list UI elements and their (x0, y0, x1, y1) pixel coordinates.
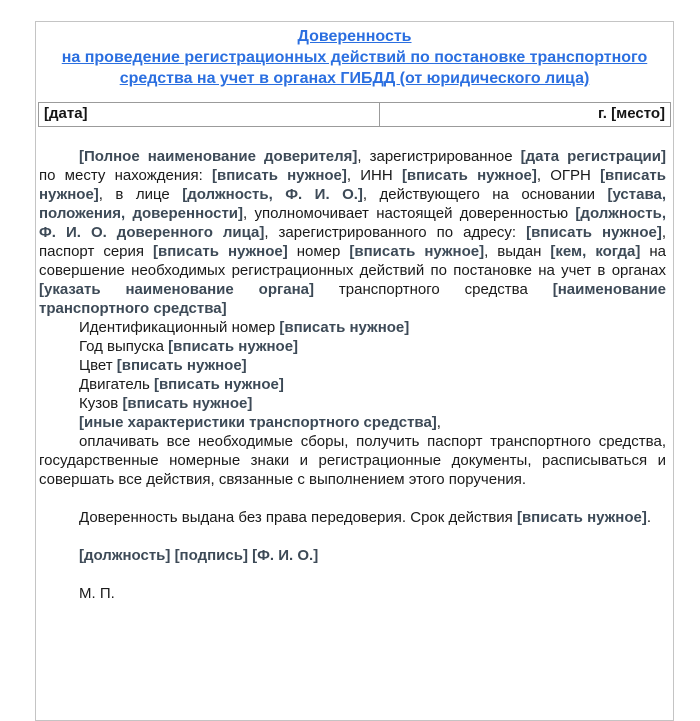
text-run: Цвет (79, 357, 117, 374)
text-run: , ОГРН (536, 167, 601, 184)
placeholder-field: [должность] [подпись] [Ф. И. О.] (79, 547, 319, 564)
text-run: Доверенность выдана без права передоверия. Срок действия (79, 509, 517, 526)
text-run: по месту нахождения: (39, 167, 212, 184)
text-run: Идентификационный номер (79, 319, 280, 336)
paragraph (39, 356, 666, 375)
placeholder-field: [наименование транспортного средства] (39, 281, 666, 317)
paragraph (39, 147, 666, 318)
paragraph (39, 432, 666, 489)
text-run: Кузов (79, 395, 123, 412)
paragraph (39, 394, 666, 413)
text-run: , ИНН (346, 167, 402, 184)
placeholder-field: [устава, положения, доверенности] (39, 186, 666, 222)
placeholder-field: [вписать нужное] (526, 224, 662, 241)
text-run: М. П. (79, 585, 115, 602)
paragraph (39, 318, 666, 337)
title-line-1: Доверенность (297, 28, 412, 45)
placeholder-field: [вписать нужное] (211, 167, 347, 184)
document-page (35, 21, 674, 721)
placeholder-field: [вписать нужное] (168, 338, 299, 355)
text-run: , зарегистрированного по адресу: (264, 224, 527, 241)
paragraph (39, 508, 666, 527)
text-run: , (436, 414, 441, 431)
table-row (39, 103, 671, 127)
placeholder-field: [вписать нужное] (349, 243, 485, 260)
text-run: , зарегистрированное (357, 148, 521, 165)
text-run: Двигатель (79, 376, 154, 393)
placeholder-field: [вписать нужное] (279, 319, 410, 336)
text-run: , уполномочивает настоящей доверенностью (243, 205, 576, 222)
place-cell: г. [место] (380, 103, 671, 127)
paragraph (39, 546, 666, 565)
text-run: транспортного средства (314, 281, 553, 298)
date-cell: [дата] (39, 103, 380, 127)
placeholder-field: [дата регистрации] (520, 148, 666, 165)
text-run: , паспорт серия (39, 224, 666, 260)
placeholder-field: [вписать нужное] (153, 243, 288, 260)
paragraph (39, 375, 666, 394)
text-run: , действующего на основании (362, 186, 608, 203)
text-run: , в лице (98, 186, 183, 203)
paragraph (39, 337, 666, 356)
date-place-table (38, 102, 671, 127)
document-title-link[interactable] (38, 26, 671, 89)
placeholder-field: [иные характеристики транспортного средства] (79, 414, 437, 431)
placeholder-field: [вписать нужное] (401, 167, 537, 184)
text-run: на совершение необходимых регистрационных действий по постановке на учет в органах (39, 243, 666, 279)
placeholder-field: [должность, Ф. И. О. доверенного лица] (39, 205, 666, 241)
text-run: . (646, 509, 652, 526)
placeholder-field: [вписать нужное] (516, 509, 647, 526)
placeholder-field: [вписать нужное] (153, 376, 284, 393)
document-body (38, 147, 671, 603)
paragraph (39, 413, 666, 432)
placeholder-field: [вписать нужное] (122, 395, 253, 412)
placeholder-field: [должность, Ф. И. О.] (182, 186, 363, 203)
text-run: , выдан (484, 243, 551, 260)
document-title (38, 26, 671, 89)
text-run: оплачивать все необходимые сборы, получить паспорт транспортного средства, государственные номерные знаки и регистрационные документы, расписываться и совершать все действия, связанные с выполнением этого поручения. (39, 433, 666, 488)
text-run: Год выпуска (79, 338, 169, 355)
paragraph (39, 584, 666, 603)
placeholder-field: [кем, когда] (550, 243, 641, 260)
placeholder-field: [вписать нужное] (39, 167, 666, 203)
title-line-2: на проведение регистрационных действий по постановке транспортного средства на учет в органах ГИБДД (от юридического лица) (61, 49, 648, 87)
placeholder-field: [вписать нужное] (116, 357, 247, 374)
text-run: номер (287, 243, 350, 260)
placeholder-field: [указать наименование органа] (39, 281, 314, 298)
placeholder-field: [Полное наименование доверителя] (79, 148, 358, 165)
